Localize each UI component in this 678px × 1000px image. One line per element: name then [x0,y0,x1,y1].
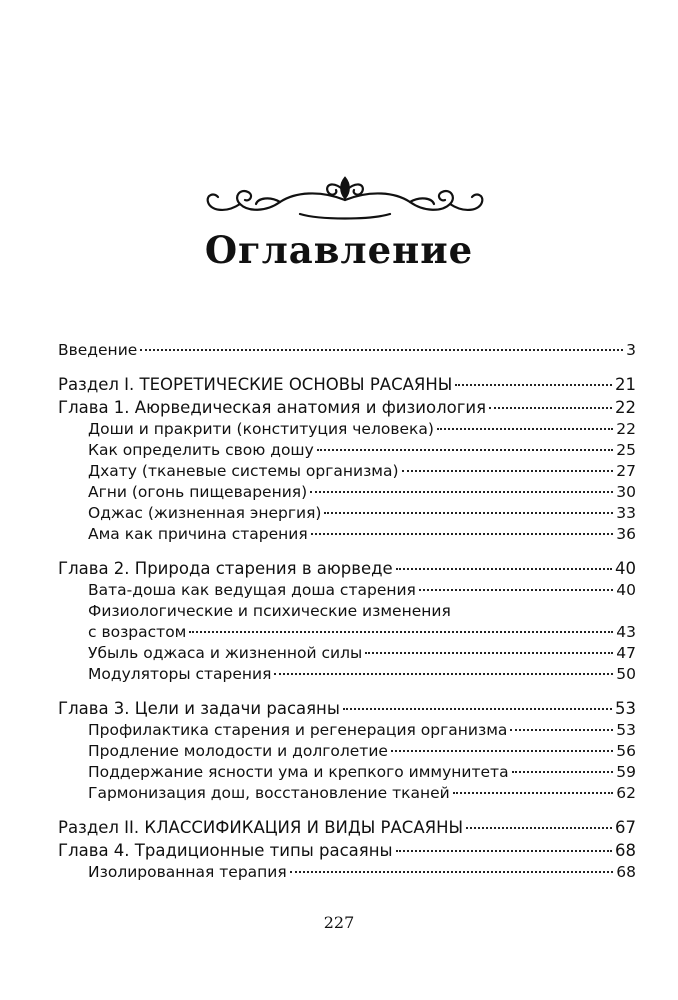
toc-entry-section[interactable] [58,503,636,524]
toc-entry-section[interactable] [58,741,636,762]
toc-entry-page: 67 [615,818,636,837]
toc-entry-chapter[interactable] [58,396,636,419]
toc-entry-section[interactable] [58,482,636,503]
dot-leader [466,827,612,829]
toc-entry-label: Продление молодости и долголетие [88,742,388,760]
page-title: Оглавление [204,228,474,272]
toc-entry-chapter[interactable] [58,697,636,720]
toc-entry-section[interactable] [58,664,636,685]
page-number: 227 [323,913,355,932]
toc-entry-section[interactable] [58,783,636,804]
toc-entry-chapter[interactable] [58,557,636,580]
dot-leader [391,750,613,752]
toc-entry-section[interactable] [58,862,636,883]
toc-entry-label: Раздел I. ТЕОРЕТИЧЕСКИЕ ОСНОВЫ РАСАЯНЫ [58,375,453,394]
toc-entry-page: 3 [626,341,636,359]
toc-entry-label: с возрастом [88,623,187,641]
toc-entry-page: 36 [616,525,636,543]
toc-entry-page: 22 [616,420,636,438]
toc-entry-page: 25 [616,441,636,459]
toc-entry-page: 33 [616,504,636,522]
dot-leader [317,449,613,451]
dot-leader [396,568,612,570]
toc-entry-page: 53 [616,721,636,739]
dot-leader [402,470,614,472]
toc-entry-section[interactable] [58,580,636,601]
toc-entry-section[interactable] [58,461,636,482]
toc-entry-label: Доши и пракрити (конституция человека) [88,420,434,438]
toc-entry-page: 53 [615,699,636,718]
dot-leader [419,589,613,591]
dot-leader [274,673,613,675]
toc-entry-label: Глава 2. Природа старения в аюрведе [58,559,393,578]
toc-entry-label: Физиологические и психические изменения [88,602,451,620]
toc-entry-label: Профилактика старения и регенерация организма [88,721,508,739]
toc-entry-section[interactable] [58,419,636,440]
toc-entry-label: Глава 1. Аюрведическая анатомия и физиология [58,398,487,417]
dot-leader [324,512,613,514]
toc-entry-section[interactable] [58,440,636,461]
toc-entry-section[interactable] [58,643,636,664]
toc-entry-label: Раздел II. КЛАССИФИКАЦИЯ И ВИДЫ РАСАЯНЫ [58,818,464,837]
dot-leader [343,708,612,710]
toc-entry-section[interactable] [58,762,636,783]
ornament-flourish-icon [200,170,490,225]
toc-entry-label: Оджас (жизненная энергия) [88,504,322,522]
toc-entry-label: Вата-доша как ведущая доша старения [88,581,416,599]
toc-entry-label: Как определить свою дошу [88,441,314,459]
dot-leader [189,631,613,633]
toc-entry-label: Убыль оджаса и жизненной силы [88,644,363,662]
dot-leader [510,729,613,731]
dot-leader [365,652,613,654]
toc-entry-page: 40 [616,581,636,599]
toc-entry-part[interactable] [58,373,636,396]
toc-entry-page: 68 [615,841,636,860]
toc-entry-label: Модуляторы старения [88,665,272,683]
dot-leader [311,533,614,535]
dot-leader [396,850,612,852]
toc-entry-page: 40 [615,559,636,578]
toc-entry-label: Глава 4. Традиционные типы расаяны [58,841,393,860]
dot-leader [453,792,614,794]
toc-entry-page: 30 [616,483,636,501]
toc-entry-label: Введение [58,341,138,359]
toc-entry-label: Поддержание ясности ума и крепкого иммунитета [88,763,509,781]
toc-entry-page: 59 [616,763,636,781]
table-of-contents [58,340,636,883]
toc-entry-page: 47 [616,644,636,662]
dot-leader [512,771,614,773]
toc-entry-label: Глава 3. Цели и задачи расаяны [58,699,340,718]
toc-entry-page: 62 [616,784,636,802]
toc-entry-label: Гармонизация дош, восстановление тканей [88,784,450,802]
toc-entry-section[interactable] [58,524,636,545]
toc-entry-page: 22 [615,398,636,417]
toc-entry-page: 68 [616,863,636,881]
dot-leader [290,871,614,873]
toc-entry-label: Дхату (тканевые системы организма) [88,462,399,480]
dot-leader [455,384,612,386]
toc-entry-page: 43 [616,623,636,641]
toc-entry-page: 56 [616,742,636,760]
toc-entry-label: Агни (огонь пищеварения) [88,483,308,501]
toc-entry-page: 50 [616,665,636,683]
dot-leader [140,349,623,351]
dot-leader [437,428,613,430]
toc-entry-part[interactable] [58,816,636,839]
toc-entry-page: 27 [616,462,636,480]
dot-leader [310,491,613,493]
toc-entry-label: Изолированная терапия [88,863,287,881]
toc-entry-section[interactable] [58,720,636,741]
toc-entry-section[interactable] [58,601,636,622]
toc-entry-section-continued[interactable] [58,622,636,643]
dot-leader [489,407,612,409]
toc-entry[interactable] [58,340,636,361]
toc-entry-page: 21 [615,375,636,394]
toc-entry-label: Ама как причина старения [88,525,308,543]
toc-entry-chapter[interactable] [58,839,636,862]
